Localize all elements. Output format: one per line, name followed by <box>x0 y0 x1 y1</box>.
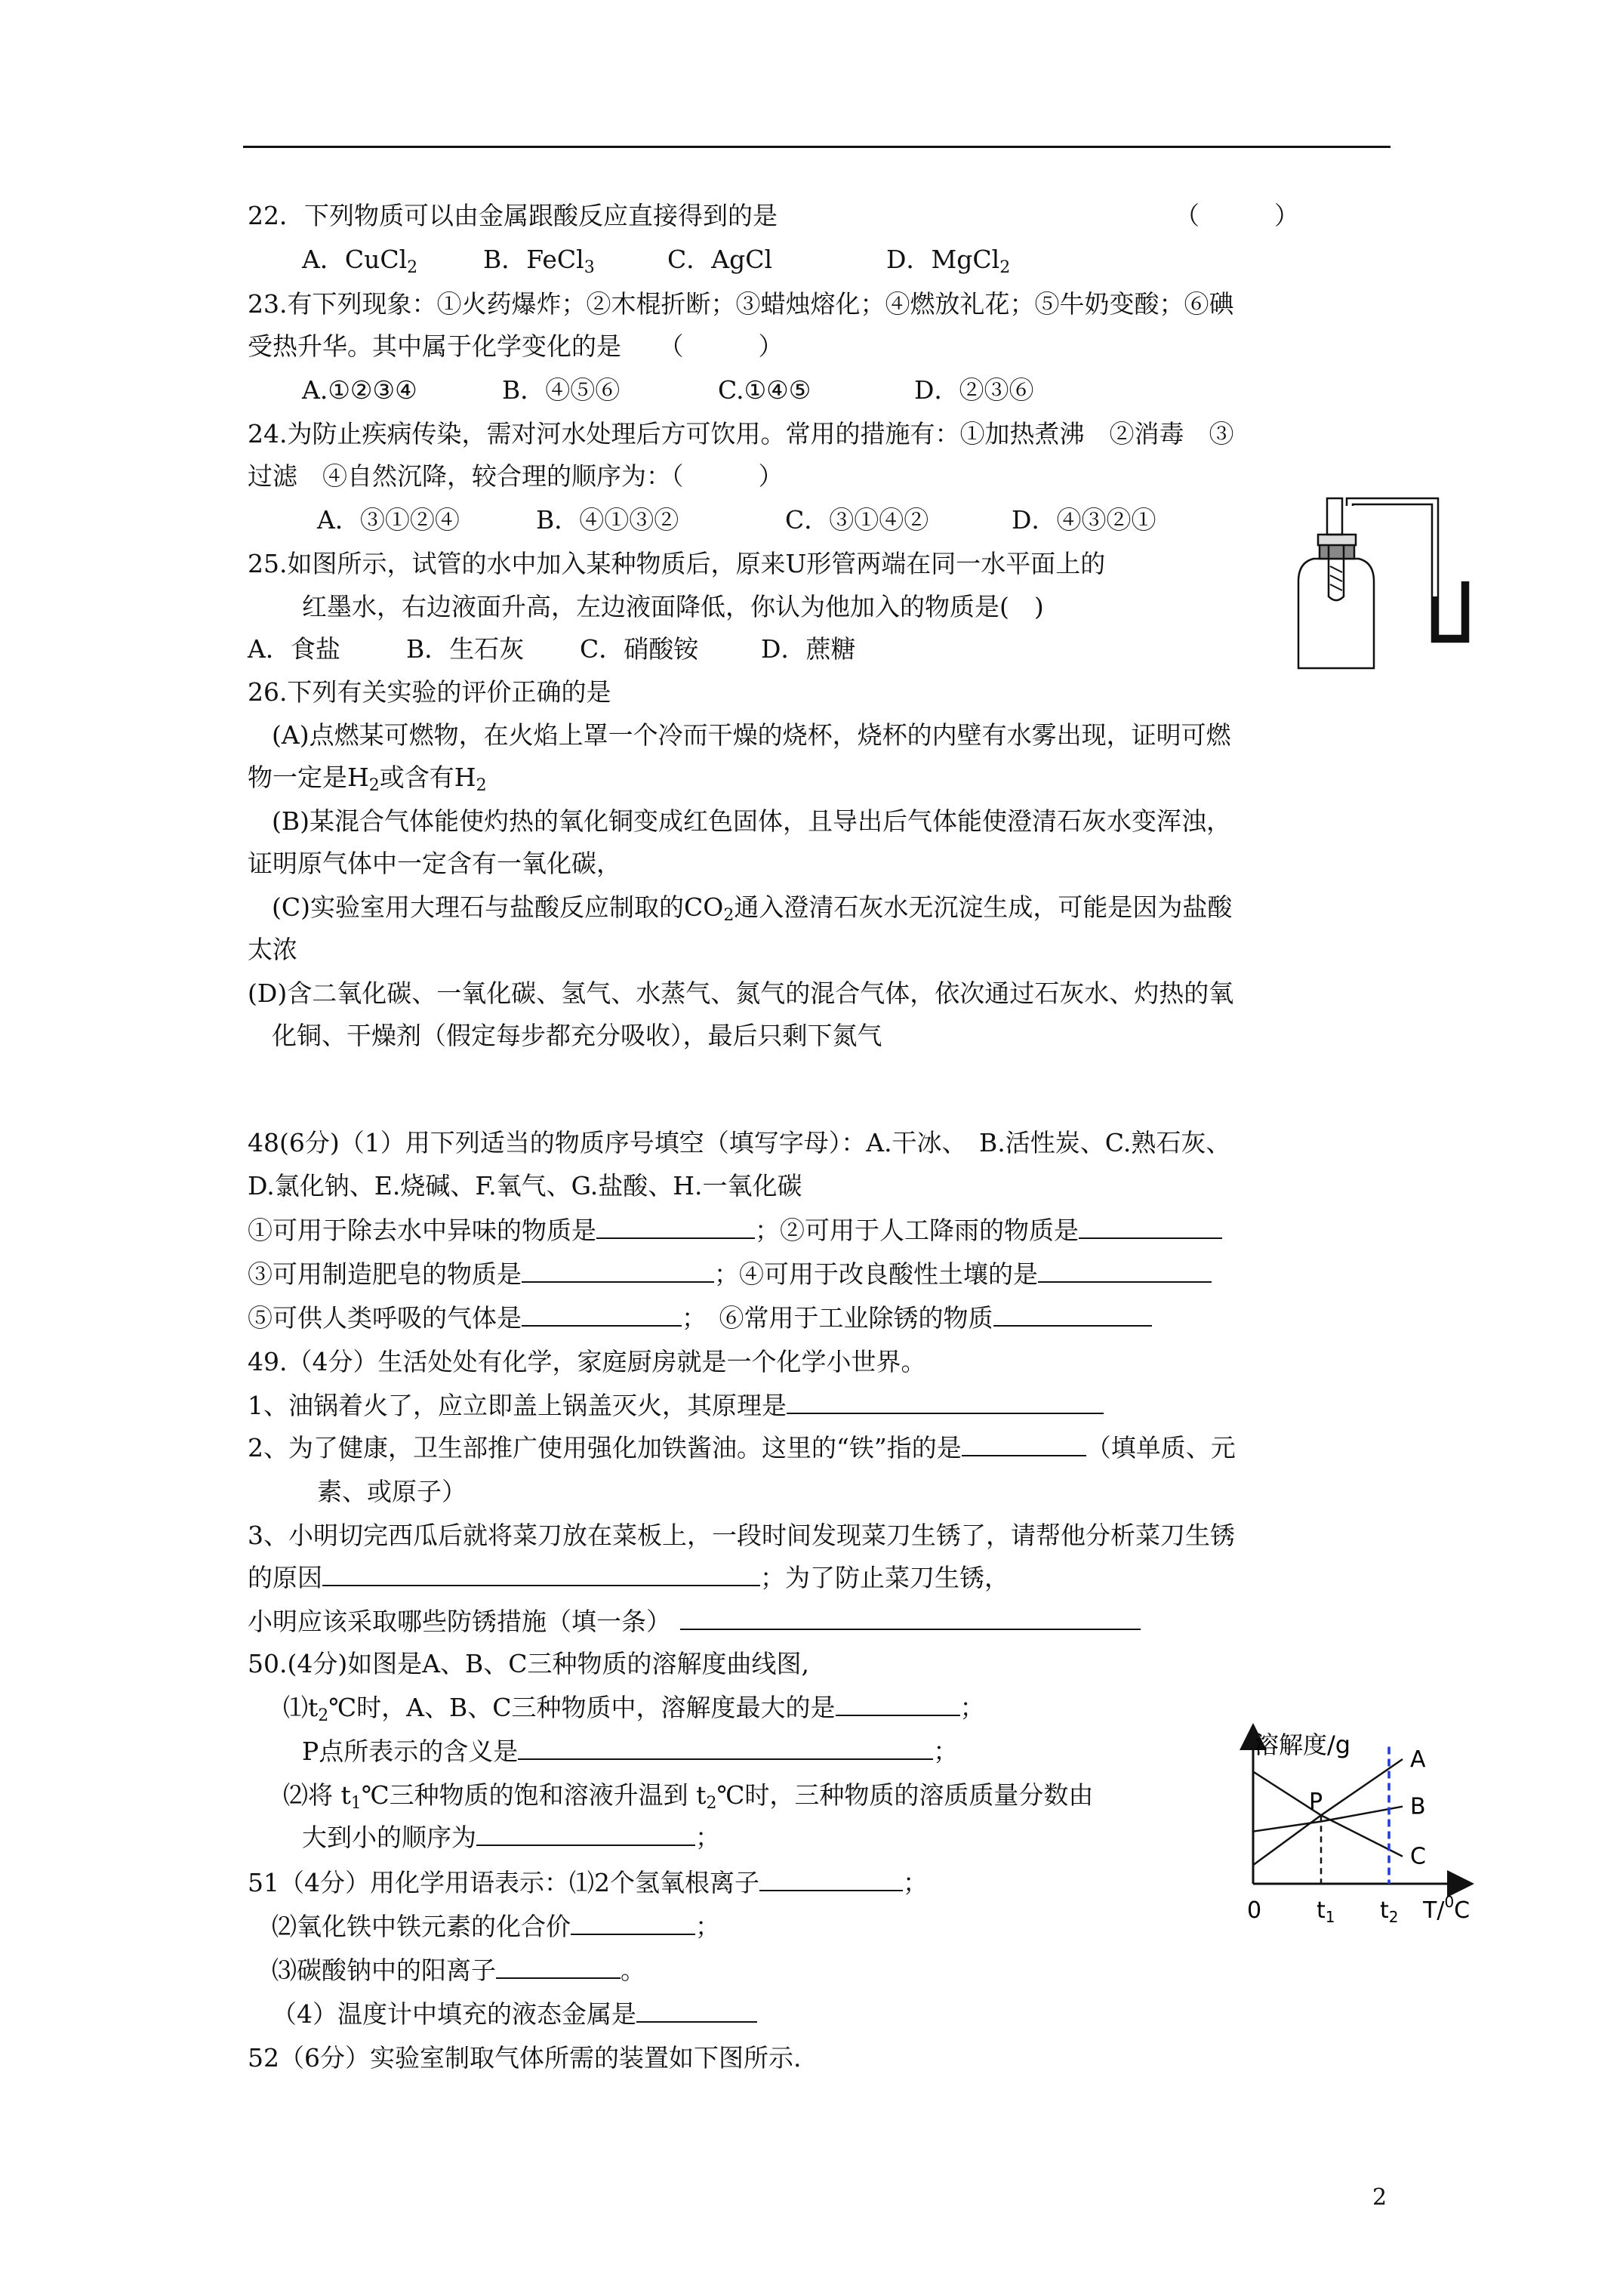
q50-p2: P点所表示的含义是 ； <box>302 1737 959 1766</box>
q26-c1: (C)实验室用大理石与盐酸反应制取的$CO_2$通入澄清石灰水无沉淀生成，可能是因为盐酸 <box>272 892 1233 925</box>
q48-blank-1[interactable] <box>596 1215 755 1239</box>
ink-left <box>1432 596 1438 642</box>
q51-blank-4[interactable] <box>636 1999 757 2023</box>
tick-label-t2: $t_2$ <box>1380 1897 1399 1926</box>
q48-blank-5[interactable] <box>522 1302 682 1327</box>
q48-row3: ⑤可供人类呼吸的气体是 ； ⑥常用于工业除锈的物质 <box>248 1302 1152 1335</box>
tick-label-t1: $t_1$ <box>1317 1897 1335 1926</box>
point-p-label: P <box>1309 1789 1323 1816</box>
q26-d1: (D)含二氧化碳、一氧化碳、氢气、水蒸气、氮气的混合气体，依次通过石灰水、灼热的氧 <box>248 978 1234 1008</box>
q49-p2-cont: 素、或原子） <box>317 1477 467 1506</box>
q50-p3-2: 大到小的顺序为 ； <box>302 1823 720 1852</box>
q24-line2: 过滤 ④自然沉降，较合理的顺序为：（ ） <box>248 461 784 491</box>
q51-stem: 51（4分）用化学用语表示：⑴2个氢氧根离子 ； <box>248 1868 928 1897</box>
q26-d2: 化铜、干燥剂（假定每步都充分吸收），最后只剩下氮气 <box>272 1021 882 1050</box>
q48-blank-3[interactable] <box>522 1259 714 1283</box>
q22-stem: 22．下列物质可以由金属跟酸反应直接得到的是 <box>248 201 778 230</box>
q51-blank-2[interactable] <box>571 1911 695 1935</box>
q49-p2: 2、为了健康，卫生部推广使用强化加铁酱油。这里的“铁”指的是 （填单质、元 <box>248 1433 1236 1462</box>
q49-stem: 49.（4分）生活处处有化学，家庭厨房就是一个化学小世界。 <box>248 1347 926 1376</box>
x-axis-label: T/$^0$C <box>1423 1893 1471 1924</box>
q26-stem: 26.下列有关实验的评价正确的是 <box>248 677 611 707</box>
q52-stem: 52（6分）实验室制取气体所需的装置如下图所示. <box>248 2043 802 2073</box>
q48-blank-2[interactable] <box>1079 1215 1222 1239</box>
q26-b2: 证明原气体中一定含有一氧化碳， <box>248 849 621 878</box>
q48-row1: ①可用于除去水中异味的物质是 ；②可用于人工降雨的物质是 <box>248 1214 1222 1247</box>
ink-right <box>1462 581 1468 642</box>
bottle <box>1298 581 1374 668</box>
u-tube-apparatus-figure <box>1283 491 1510 672</box>
q48-line1: 48(6分)（1）用下列适当的物质序号填空（填写字母）：A.干冰、 B.活性炭、C.熟石灰、 <box>248 1128 1231 1157</box>
q49-blank-2[interactable] <box>962 1432 1086 1456</box>
series-label-a: A <box>1410 1746 1426 1773</box>
q49-blank-1[interactable] <box>787 1390 1104 1414</box>
q51-p4: （4）温度计中填充的液态金属是 <box>272 1998 757 2031</box>
q24-line1: 24.为防止疾病传染，需对河水处理后方可饮用。常用的措施有：①加热煮沸 ②消毒 ③ <box>248 419 1234 448</box>
q49-p1: 1、油锅着火了，应立即盖上锅盖灭火，其原理是 <box>248 1389 1104 1422</box>
q50-blank-2[interactable] <box>518 1736 933 1760</box>
q26-a1: (A)点燃某可燃物，在火焰上罩一个冷而干燥的烧杯，烧杯的内壁有水雾出现，证明可燃 <box>272 720 1231 750</box>
solubility-curve-chart <box>1238 1714 1495 1940</box>
q22-options: A．CuCl$_2$ B．FeCl$_3$ C．AgCl D．MgCl$_2$ <box>302 245 1011 277</box>
q24-options: A．③①②④ B．④①③② C．③①④② D．④③②① <box>317 505 1156 535</box>
q50-stem: 50.(4分)如图是A、B、C三种物质的溶解度曲线图, <box>248 1649 810 1678</box>
q50-p1: $⑴t_2℃$时，A、B、C三种物质中，溶解度最大的是 ； <box>283 1693 985 1725</box>
q23-line1: 23.有下列现象：①火药爆炸；②木棍折断；③蜡烛熔化；④燃放礼花；⑤牛奶变酸；⑥碘 <box>248 289 1234 319</box>
curve-c <box>1253 1772 1403 1857</box>
q23-options: A.①②③④ B．④⑤⑥ C.①④⑤ D．②③⑥ <box>302 375 1034 405</box>
q49-p3-1: 3、小明切完西瓜后就将菜刀放在菜板上，一段时间发现菜刀生锈了，请帮他分析菜刀生锈 <box>248 1521 1235 1550</box>
q51-blank-3[interactable] <box>496 1955 621 1979</box>
q49-p3-3: 小明应该采取哪些防锈措施（填一条） <box>248 1605 1141 1638</box>
q50-blank-1[interactable] <box>836 1692 960 1716</box>
q22-paren: （ ） <box>1175 201 1299 230</box>
q50-blank-3[interactable] <box>476 1822 695 1846</box>
series-label-c: C <box>1410 1843 1426 1870</box>
page-number: 2 <box>1372 2184 1387 2211</box>
y-axis-label: 溶解度/g <box>1255 1730 1351 1759</box>
q48-blank-4[interactable] <box>1038 1259 1212 1283</box>
origin-label: 0 <box>1247 1897 1262 1924</box>
q26-c2: 太浓 <box>248 935 297 964</box>
q49-blank-4[interactable] <box>680 1606 1141 1630</box>
series-label-b: B <box>1410 1793 1426 1820</box>
curve-a <box>1253 1759 1403 1865</box>
q23-line2: 受热升华。其中属于化学变化的是 （ ） <box>248 331 784 361</box>
q26-b1: (B)某混合气体能使灼热的氧化铜变成红色固体，且导出后气体能使澄清石灰水变浑浊， <box>272 806 1231 836</box>
q26-a2: 物一定是$H_2$或含有$H_2$ <box>248 763 487 795</box>
q51-p2: ⑵氧化铁中铁元素的化合价 ； <box>272 1912 720 1941</box>
q48-row2: ③可用制造肥皂的物质是 ；④可用于改良酸性土壤的是 <box>248 1258 1212 1291</box>
test-tube-top <box>1327 498 1342 535</box>
q48-blank-6[interactable] <box>993 1302 1152 1327</box>
q51-p3: ⑶碳酸钠中的阳离子 。 <box>272 1955 645 1985</box>
q25-line2: 红墨水，右边液面升高，左边液面降低，你认为他加入的物质是( ) <box>302 592 1044 621</box>
q25-line1: 25.如图所示，试管的水中加入某种物质后，原来U形管两端在同一水平面上的 <box>248 549 1106 578</box>
header-rule <box>243 146 1390 148</box>
connecting-tube <box>1347 498 1438 562</box>
q50-p3: ⑵将 $t_1℃$三种物质的饱和溶液升温到 $t_2℃$时，三种物质的溶质质量分数由 <box>283 1780 1094 1813</box>
q25-options: A．食盐 B．生石灰 C．硝酸铵 D．蔗糖 <box>248 634 856 664</box>
q49-blank-3[interactable] <box>322 1562 760 1586</box>
q51-blank-1[interactable] <box>759 1867 903 1891</box>
q48-line2: D.氯化钠、E.烧碱、F.氧气、G.盐酸、H.一氧化碳 <box>248 1171 802 1200</box>
q49-p3-2: 的原因 ；为了防止菜刀生锈， <box>248 1563 1009 1592</box>
